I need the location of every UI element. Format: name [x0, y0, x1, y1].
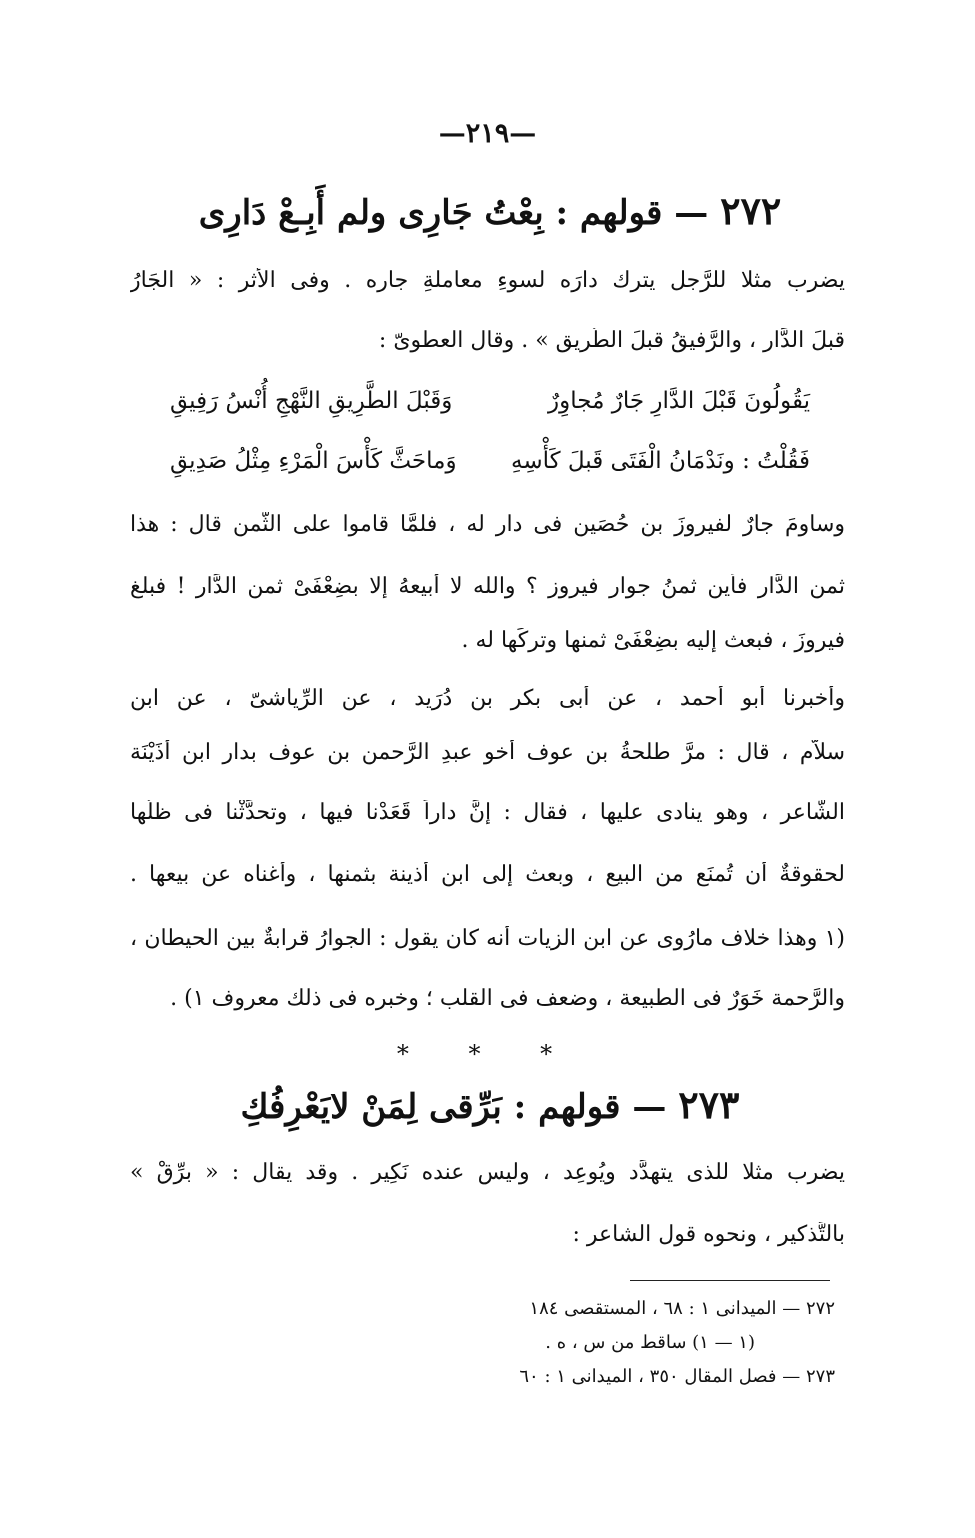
text-line: الشَّاعر ، وهو ينادى عليها ، فقال : إنَّ داراً قَعَدْنا فيها ، وتحدَّثْنا فى ظلّها: [130, 800, 845, 825]
text-line: فيروزَ ، فبعث إليه بضِعْفَىْ ثمنها وتركَها له .: [461, 628, 845, 653]
text-line: والرَّحمة خَوَرٌ فى الطبيعة ، وضعف فى القلب ؛ وخبره فى ذلك معروف ١) .: [170, 986, 845, 1011]
entry-title: — قولهم : بِعْتُ جَارِى ولم أَبِـعْ دَارِى: [198, 193, 709, 233]
text-line: بالتَّذكير ، ونحوه قول الشاعر :: [572, 1222, 845, 1247]
footnote: ٢٧٣ — فصل المقال ٣٥٠ ، الميدانى ١ : ٦٠: [519, 1366, 835, 1387]
entry-heading-272: [130, 188, 850, 233]
text-line: يضرب مثلا للرَّجل يترك دارَه لسوءِ معاملةِ جاره . وفى الأثر : « الجَارُ: [130, 268, 845, 293]
text-line: قبلَ الدَّار ، والرَّفيقُ قبلَ الطَّريق » . وقال العطوىّ :: [378, 328, 845, 353]
verse-hemistich: وَقَبْلَ الطَّرِيقِ النَّهْجِ أُنْسُ رَفِيقِ: [170, 388, 453, 414]
text-line: سلاَّم ، قال : مرَّ طلحةُ بن عوف أخو عبدِ الرَّحمن بن عوف بدار ابن أُذَيْنَة: [130, 740, 845, 765]
verse-line: [170, 388, 810, 414]
text-line: وأخبرنا أبو أحمد ، عن أبى بكر بن دُرَيد ، عن الرِّياشىّ ، عن ابن: [130, 686, 845, 711]
page-number: —٢١٩—: [438, 118, 537, 149]
entry-number: ٢٧٣: [678, 1082, 740, 1127]
entry-title: — قولهم : بَرِّقى لِمَنْ لايَعْرِفُكِ: [240, 1087, 667, 1127]
text-line: لحقوقةٌ أن تُمنَع من البيع ، وبعث إلى ابن أذينة بثمنها ، وأغناه عن بيعها .: [130, 862, 845, 887]
text-line: وساومَ جارٌ لفيروزَ بن حُصَين فى دار له ، فلمَّا قاموا على الثَّمن قال : هذا: [130, 512, 845, 537]
footnote-divider: [630, 1280, 830, 1281]
text-line: (١ وهذا خلاف مارُوى عن ابن الزيات أنه كان يقول : الجوارُ قرابةٌ بين الحيطان ،: [130, 926, 845, 951]
footnote: (١ — ١) ساقط من س ، ه .: [545, 1332, 755, 1353]
section-separator: * * *: [396, 1040, 579, 1068]
verse-hemistich: وَماحَثَّ كَأْسَ الْمَرْءِ مِثْلُ صَدِيقِ: [170, 448, 457, 474]
text-line: ثمن الدَّار فأين ثمنُ جوار فيروز ؟ والله لا أبيعهُ إلا بضِعْفَىْ ثمن الدَّار ! فبلغ: [130, 574, 845, 599]
footnote: ٢٧٢ — الميدانى ١ : ٦٨ ، المستقصى ١٨٤: [529, 1298, 835, 1319]
verse-line: [170, 448, 810, 474]
entry-heading-273: [130, 1082, 850, 1127]
text-line: يضرب مثلا للذى يتهدَّد ويُوعِد ، وليس عنده نَكِير . وقد يقال : « برِّقْ »: [130, 1160, 845, 1185]
verse-hemistich: فَقُلْتُ : ونَدْمَانُ الْفَتَى قَبلَ كَأْسِهِ: [511, 448, 810, 474]
entry-number: ٢٧٢: [720, 188, 782, 233]
verse-hemistich: يَقُولُونَ قَبْلَ الدَّارِ جَارٌ مُجاوِرٌ: [548, 388, 810, 414]
